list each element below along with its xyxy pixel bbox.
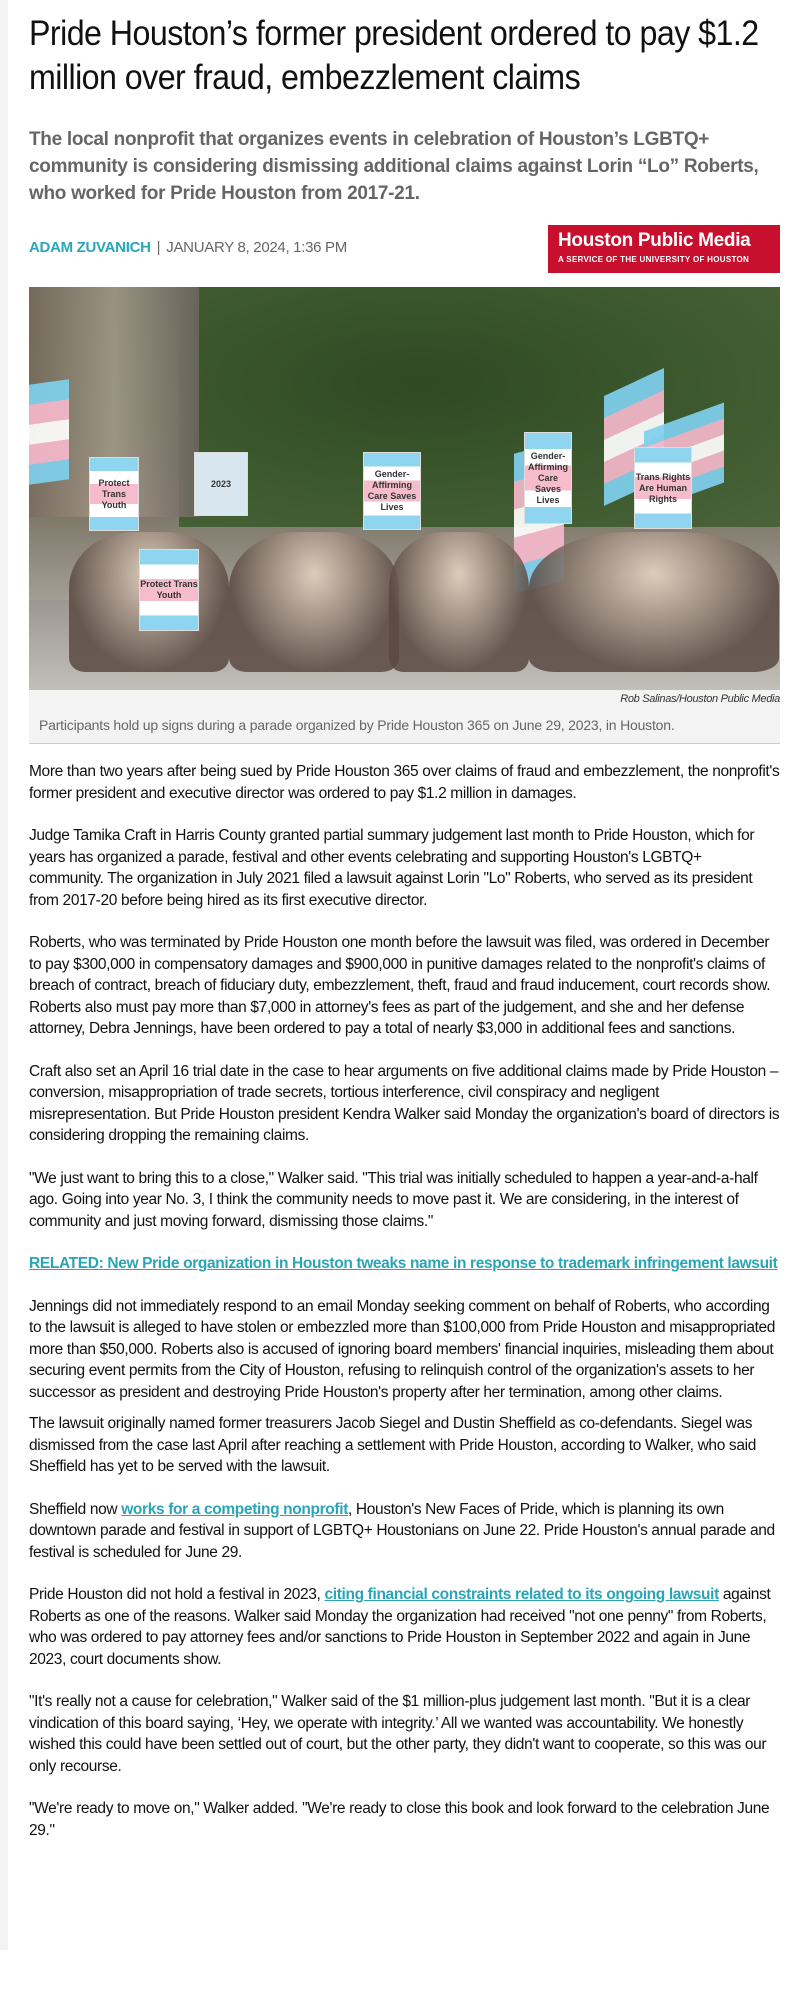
paragraph: "It's really not a cause for celebration," Walker said of the $1 million-plus judgement last month. "But it is a clear vindication of this board saying, ‘Hey, we operate with integrity.’ All we wanted was accountability. We honestly wished this could have been settled out of court, but the other party, they didn't want to cooperate, so this was our only recourse.	[29, 1693, 767, 1775]
protest-sign: Protect Trans Youth	[89, 457, 139, 531]
parade-photo	[29, 287, 780, 690]
paragraph: Roberts, who was terminated by Pride Houston one month before the lawsuit was filed, was ordered in December to pay $300,000 in compensatory damages and $900,000 in punitive damages related to the nonprofit's claims of breach of contract, breach of fiduciary duty, embezzlement, theft, fraud and fraud inducement, court records show. Roberts also must pay more than $7,000 in attorney's fees as part of the judgement, and she and her defense attorney, Debra Jennings, have been ordered to pay a total of nearly $3,000 in additional fees and sanctions.	[29, 934, 771, 1037]
paragraph: More than two years after being sued by Pride Houston 365 over claims of fraud and embezzlement, the nonprofit's former president and executive director was ordered to pay $1.2 million in damages.	[29, 763, 780, 802]
related-paragraph	[29, 1253, 780, 1275]
logo-name: Houston Public Media	[558, 230, 751, 251]
author-link[interactable]: ADAM ZUVANICH	[29, 239, 151, 256]
trans-flag	[29, 379, 69, 485]
paragraph: Judge Tamika Craft in Harris County granted partial summary judgement last month to Pride Houston, which for years has organized a parade, festival and other events celebrating and supporting Houston's LGBTQ+ community. The organization in July 2021 filed a lawsuit against Lorin "Lo" Roberts, who served as its president from 2017-20 before being hired as its first executive director.	[29, 827, 755, 909]
byline-separator: |	[156, 239, 161, 256]
article-body	[29, 761, 780, 1841]
protest-sign: Protect Trans Youth	[139, 549, 199, 631]
crowd	[389, 532, 529, 672]
byline	[29, 239, 347, 256]
crowd	[529, 532, 779, 672]
publish-date: JANUARY 8, 2024, 1:36 PM	[166, 239, 347, 256]
paragraph: "We just want to bring this to a close," Walker said. "This trial was initially scheduled to happen a year-and-a-half ago. Going into year No. 3, I think the community needs to move past it. We are considering, in the interest of community and just moving forward, dismissing those claims."	[29, 1169, 758, 1230]
byline-row	[29, 225, 780, 285]
text: against Roberts as one of the reasons. Walker said Monday the organization had received "not one penny" from Roberts, who was ordered to pay attorney fees and/or sanctions to Pride Houston in September 2022 and again in June 2023, court documents show.	[29, 1586, 771, 1668]
paragraph: Jennings did not immediately respond to an email Monday seeking comment on behalf of Roberts, who according to the lawsuit is alleged to have stolen or embezzled more than $100,000 from Pride Houston and misappropriated more than $50,000. Roberts also is accused of ignoring board members' financial inquiries, misleading them about securing event permits from the City of Houston, refusing to relinquish control of the organization's assets to her successor as president and destroying Pride Houston's property after her termination, among other claims.	[29, 1297, 776, 1401]
text: , Houston's New Faces of Pride, which is planning its own downtown parade and festival in support of LGBTQ+ Houstonians on June 22. Pride Houston's annual parade and festival is scheduled for June 29.	[29, 1500, 775, 1561]
crowd	[229, 532, 399, 672]
paragraph: "We're ready to move on," Walker added. "We're ready to close this book and look forward to the celebration June 29."	[29, 1800, 770, 1839]
text: Pride Houston did not hold a festival in 2023,	[29, 1586, 325, 1603]
photo-caption: Participants hold up signs during a parade organized by Pride Houston 365 on June 29, 2023, in Houston.	[29, 711, 780, 744]
protest-sign: Gender-Affirming Care Saves Lives	[363, 452, 421, 530]
headline: Pride Houston’s former president ordered to pay $1.2 million over fraud, embezzlement claims	[29, 14, 759, 97]
protest-sign: 2023	[194, 452, 248, 516]
financial-constraints-link[interactable]: citing financial constraints related to its ongoing lawsuit	[324, 1586, 719, 1603]
paragraph	[29, 1584, 780, 1670]
logo-tagline: A SERVICE OF THE UNIVERSITY OF HOUSTON	[558, 255, 750, 264]
dek: The local nonprofit that organizes events in celebration of Houston’s LGBTQ+ community is considering dismissing additional claims against Lorin “Lo” Roberts, who worked for Pride Houston from 2017-21.	[29, 129, 759, 204]
photo-caption-box	[29, 690, 780, 744]
protest-sign: Gender-Affirming Care Saves Lives	[524, 432, 572, 524]
paragraph: The lawsuit originally named former treasurers Jacob Siegel and Dustin Sheffield as co-defendants. Siegel was dismissed from the case last April after reaching a settlement with Pride Houston, according to Walker, who said Sheffield has yet to be served with the lawsuit.	[29, 1415, 756, 1475]
related-link[interactable]: RELATED: New Pride organization in Houston tweaks name in response to trademark infringement lawsuit	[29, 1255, 778, 1272]
competing-nonprofit-link[interactable]: works for a competing nonprofit	[121, 1500, 349, 1518]
protest-sign: Trans Rights Are Human Rights	[634, 447, 692, 529]
paragraph: Craft also set an April 16 trial date in the case to hear arguments on five additional claims made by Pride Houston – conversion, misappropriation of trade secrets, tortious interference, civil conspiracy and negligent misrepresentation. But Pride Houston president Kendra Walker said Monday the organization's board of directors is considering dropping the remaining claims.	[29, 1062, 780, 1144]
page-edge	[0, 0, 8, 1950]
text: Sheffield now	[29, 1500, 122, 1518]
paragraph	[29, 1499, 780, 1564]
houston-public-media-logo[interactable]	[548, 225, 780, 273]
article	[29, 0, 780, 1862]
photo-credit: Rob Salinas/Houston Public Media	[620, 693, 780, 705]
